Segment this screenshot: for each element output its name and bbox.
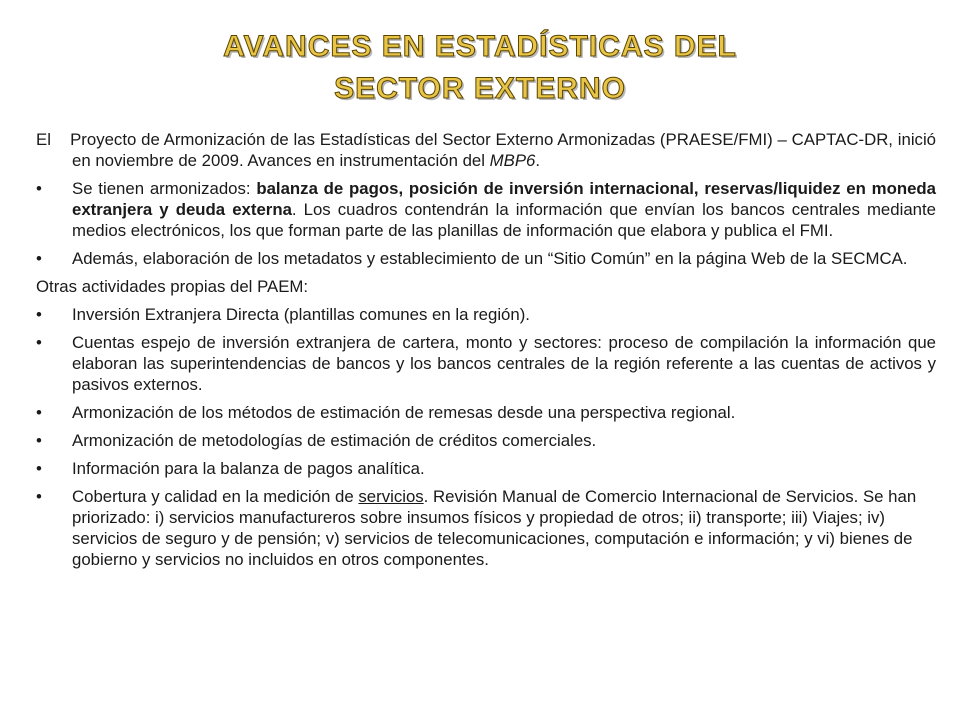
list-item <box>36 304 936 325</box>
bullet-text: Cuentas espejo de inversión extranjera de cartera, monto y sectores: proceso de compilación la información que elaboran las superintendencias de bancos y los bancos centrales de la región referente a las cuentas de activos y pasivos externos. <box>72 333 936 394</box>
slide-title <box>0 26 960 110</box>
bullet-text: Además, elaboración de los metadatos y establecimiento de un “Sitio Común” en la página Web de la SECMCA. <box>72 249 908 268</box>
list-item <box>36 178 936 241</box>
list-item <box>36 430 936 451</box>
intro-italic: MBP6 <box>489 151 536 170</box>
bullet-text: Inversión Extranjera Directa (plantillas comunes en la región). <box>72 305 530 324</box>
title-line-2: SECTOR EXTERNO <box>334 72 626 105</box>
list-item <box>36 248 936 269</box>
section-heading: Otras actividades propias del PAEM: <box>36 277 309 296</box>
underlined-text: servicios <box>358 487 424 506</box>
intro-paragraph <box>36 129 936 171</box>
list-item <box>36 458 936 479</box>
bullet-text: Se tienen armonizados: <box>72 179 257 198</box>
bullet-icon: • <box>36 431 42 450</box>
intro-text-end: . <box>535 151 541 170</box>
intro-text: Proyecto de Armonización de las Estadísticas del Sector Externo Armonizadas (PRAESE/FMI) – CAPTAC-DR, inició en noviembre de 2009. Avances en instrumentación del <box>70 130 936 170</box>
bullet-bold-text: balanza de pagos, posición de inversión internacional, reservas/liquidez en moneda extranjera y deuda externa <box>72 179 936 219</box>
list-item <box>36 402 936 423</box>
slide-body <box>36 129 936 577</box>
bullet-text-end: . Revisión Manual de Comercio Internacional de Servicios. Se han priorizado: i) servicios manufactureros sobre insumos físicos y propiedad de otros; ii) transporte; iii) Viajes; iv) servicios de seguro y de pensión; v) servicios de telecomunicaciones, computación e información; y vi) bienes de gobierno y servicios no incluidos en otros componentes. <box>72 487 917 569</box>
bullet-icon: • <box>36 403 42 422</box>
bullet-icon: • <box>36 305 42 324</box>
bullet-icon: • <box>36 459 42 478</box>
bullet-text: Cobertura y calidad en la medición de <box>72 487 359 506</box>
bullet-icon: • <box>36 179 42 198</box>
bullet-icon: • <box>36 487 42 506</box>
bullet-text: Armonización de los métodos de estimación de remesas desde una perspectiva regional. <box>72 403 736 422</box>
bullet-icon: • <box>36 249 42 268</box>
list-item <box>36 486 936 570</box>
title-line-1: AVANCES EN ESTADÍSTICAS DEL <box>223 30 737 63</box>
list-item <box>36 332 936 395</box>
bullet-text: Armonización de metodologías de estimación de créditos comerciales. <box>72 431 597 450</box>
bullet-text: Información para la balanza de pagos analítica. <box>72 459 425 478</box>
bullet-icon: • <box>36 333 42 352</box>
intro-lead: El <box>36 130 51 149</box>
bullet-text-end: . Los cuadros contendrán la información que envían los bancos centrales mediante medios electrónicos, los que forman parte de las planillas de información que elabora y publica el FMI. <box>72 200 936 240</box>
